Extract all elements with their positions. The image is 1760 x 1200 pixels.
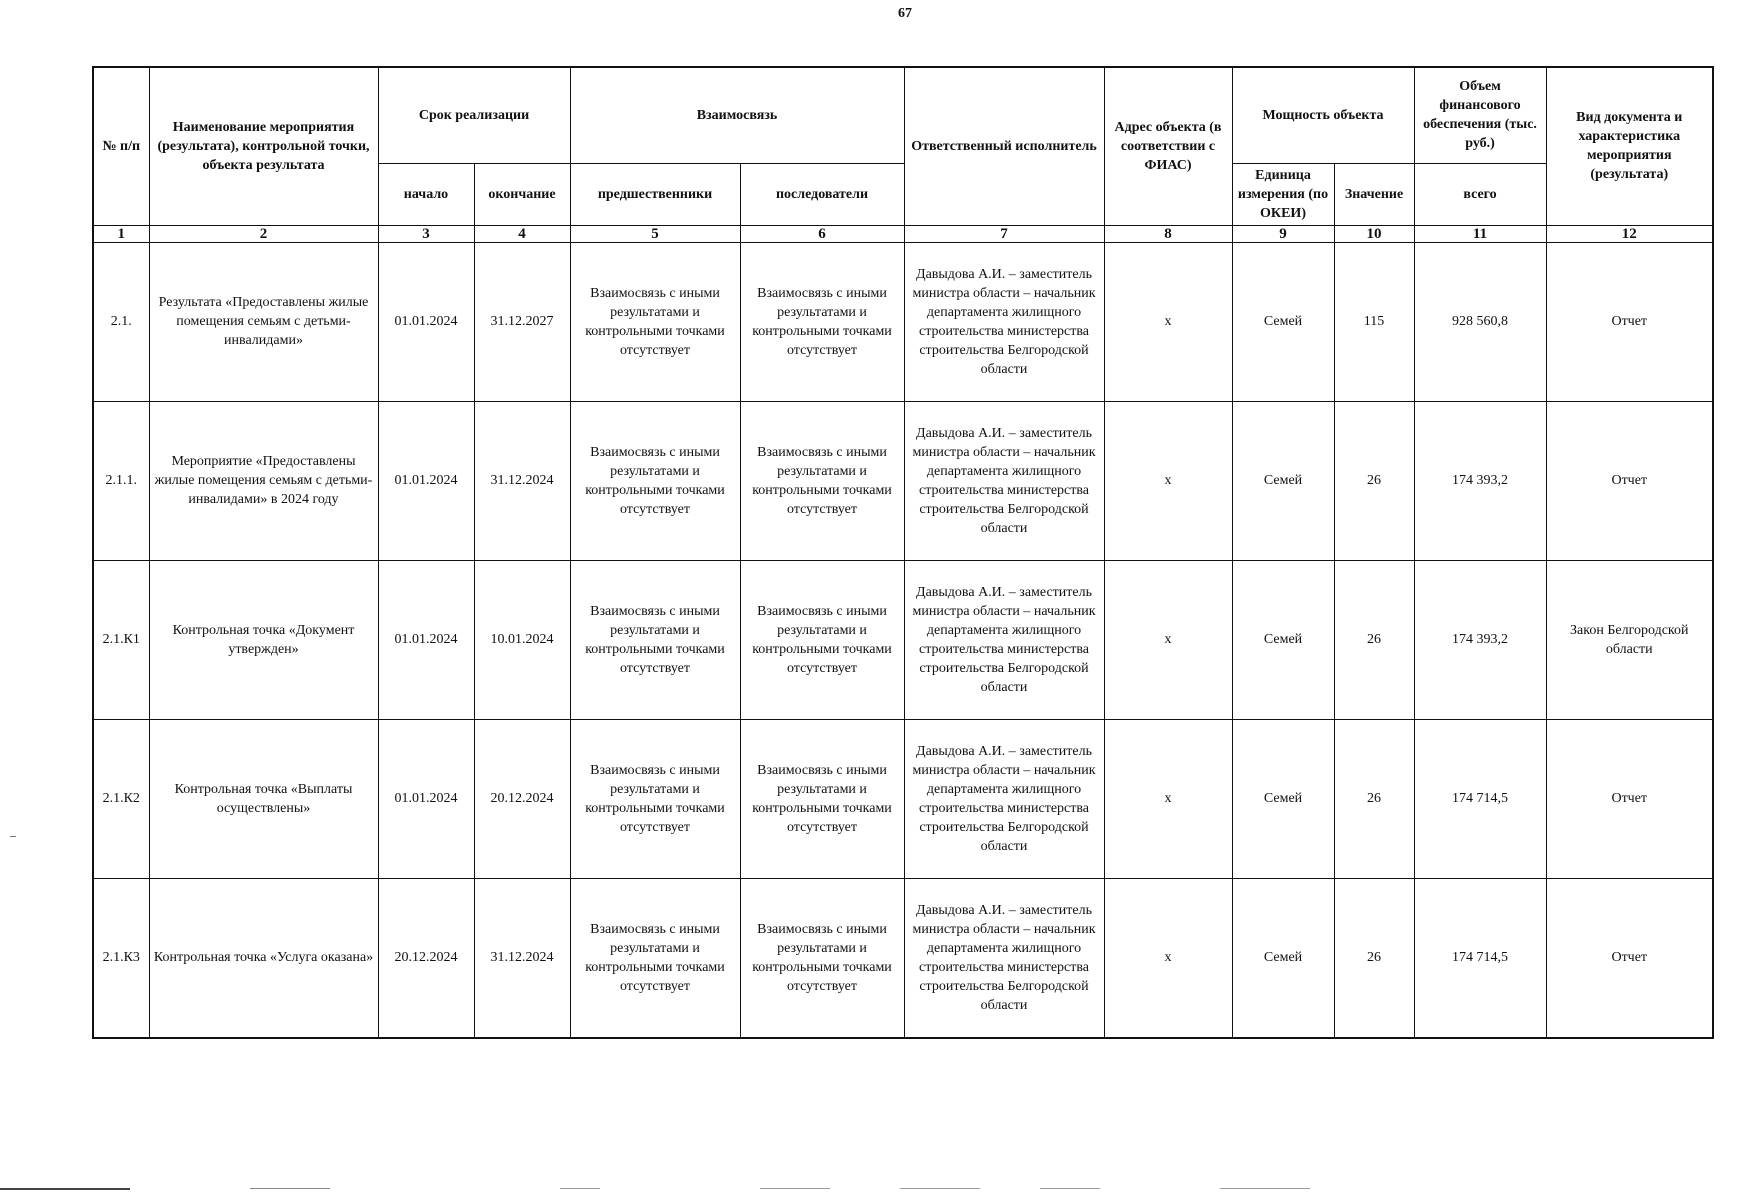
- header-address: Адрес объекта (в соответствии с ФИАС): [1104, 67, 1232, 225]
- row-start: 20.12.2024: [378, 878, 474, 1038]
- row-address: x: [1104, 719, 1232, 878]
- row-num: 2.1.К1: [93, 560, 149, 719]
- table-body: [93, 242, 1713, 1038]
- header-finance: Объем финансового обеспечения (тыс. руб.): [1414, 67, 1546, 163]
- row-end: 20.12.2024: [474, 719, 570, 878]
- header-finance-total: всего: [1414, 163, 1546, 225]
- table-row: [93, 401, 1713, 560]
- row-prev: Взаимосвязь с иными результатами и контрольными точками отсутствует: [570, 560, 740, 719]
- row-start: 01.01.2024: [378, 242, 474, 401]
- table-row: [93, 242, 1713, 401]
- row-next: Взаимосвязь с иными результатами и контрольными точками отсутствует: [740, 401, 904, 560]
- row-name: Контрольная точка «Выплаты осуществлены»: [149, 719, 378, 878]
- column-number: 9: [1232, 225, 1334, 242]
- row-start: 01.01.2024: [378, 560, 474, 719]
- row-num: 2.1.К3: [93, 878, 149, 1038]
- row-unit: Семей: [1232, 719, 1334, 878]
- header-capacity: Мощность объекта: [1232, 67, 1414, 163]
- row-value: 26: [1334, 878, 1414, 1038]
- header-doc-type: Вид документа и характеристика мероприятия (результата): [1546, 67, 1713, 225]
- row-prev: Взаимосвязь с иными результатами и контрольными точками отсутствует: [570, 242, 740, 401]
- row-address: x: [1104, 878, 1232, 1038]
- row-doc: Закон Белгородской области: [1546, 560, 1713, 719]
- row-address: x: [1104, 560, 1232, 719]
- header-term-start: начало: [378, 163, 474, 225]
- header-capacity-value: Значение: [1334, 163, 1414, 225]
- column-number: 4: [474, 225, 570, 242]
- row-unit: Семей: [1232, 242, 1334, 401]
- row-doc: Отчет: [1546, 401, 1713, 560]
- column-number: 12: [1546, 225, 1713, 242]
- row-next: Взаимосвязь с иными результатами и контрольными точками отсутствует: [740, 719, 904, 878]
- page-number: 67: [898, 6, 912, 21]
- header-relation-next: последователи: [740, 163, 904, 225]
- row-total: 174 393,2: [1414, 560, 1546, 719]
- row-end: 10.01.2024: [474, 560, 570, 719]
- column-number: 5: [570, 225, 740, 242]
- row-prev: Взаимосвязь с иными результатами и контрольными точками отсутствует: [570, 401, 740, 560]
- column-number: 7: [904, 225, 1104, 242]
- row-value: 115: [1334, 242, 1414, 401]
- row-prev: Взаимосвязь с иными результатами и контрольными точками отсутствует: [570, 878, 740, 1038]
- column-number: 6: [740, 225, 904, 242]
- row-end: 31.12.2027: [474, 242, 570, 401]
- header-name: Наименование мероприятия (результата), контрольной точки, объекта результата: [149, 67, 378, 225]
- table-header: [93, 67, 1713, 242]
- header-num: № п/п: [93, 67, 149, 225]
- column-number: 1: [93, 225, 149, 242]
- column-number: 3: [378, 225, 474, 242]
- header-term-end: окончание: [474, 163, 570, 225]
- table-row: [93, 878, 1713, 1038]
- row-start: 01.01.2024: [378, 719, 474, 878]
- header-term: Срок реализации: [378, 67, 570, 163]
- row-executor: Давыдова А.И. – заместитель министра области – начальник департамента жилищного строительства министерства строительства Белгородской области: [904, 242, 1104, 401]
- row-value: 26: [1334, 560, 1414, 719]
- row-executor: Давыдова А.И. – заместитель министра области – начальник департамента жилищного строительства министерства строительства Белгородской области: [904, 878, 1104, 1038]
- row-total: 174 714,5: [1414, 878, 1546, 1038]
- row-end: 31.12.2024: [474, 401, 570, 560]
- row-address: x: [1104, 242, 1232, 401]
- row-prev: Взаимосвязь с иными результатами и контрольными точками отсутствует: [570, 719, 740, 878]
- row-num: 2.1.К2: [93, 719, 149, 878]
- row-next: Взаимосвязь с иными результатами и контрольными точками отсутствует: [740, 878, 904, 1038]
- column-number: 8: [1104, 225, 1232, 242]
- row-executor: Давыдова А.И. – заместитель министра области – начальник департамента жилищного строительства министерства строительства Белгородской области: [904, 401, 1104, 560]
- row-next: Взаимосвязь с иными результатами и контрольными точками отсутствует: [740, 242, 904, 401]
- row-start: 01.01.2024: [378, 401, 474, 560]
- row-name: Контрольная точка «Документ утвержден»: [149, 560, 378, 719]
- header-relation: Взаимосвязь: [570, 67, 904, 163]
- row-doc: Отчет: [1546, 242, 1713, 401]
- row-name: Результата «Предоставлены жилые помещения семьям с детьми-инвалидами»: [149, 242, 378, 401]
- header-executor: Ответственный исполнитель: [904, 67, 1104, 225]
- plan-table: [92, 66, 1714, 1039]
- row-value: 26: [1334, 719, 1414, 878]
- row-total: 174 714,5: [1414, 719, 1546, 878]
- row-executor: Давыдова А.И. – заместитель министра области – начальник департамента жилищного строительства министерства строительства Белгородской области: [904, 719, 1104, 878]
- row-total: 174 393,2: [1414, 401, 1546, 560]
- header-relation-prev: предшественники: [570, 163, 740, 225]
- scan-margin-mark: [10, 836, 16, 837]
- row-next: Взаимосвязь с иными результатами и контрольными точками отсутствует: [740, 560, 904, 719]
- row-name: Мероприятие «Предоставлены жилые помещения семьям с детьми-инвалидами» в 2024 году: [149, 401, 378, 560]
- row-doc: Отчет: [1546, 878, 1713, 1038]
- row-executor: Давыдова А.И. – заместитель министра области – начальник департамента жилищного строительства министерства строительства Белгородской области: [904, 560, 1104, 719]
- row-total: 928 560,8: [1414, 242, 1546, 401]
- column-number: 10: [1334, 225, 1414, 242]
- table-row: [93, 719, 1713, 878]
- row-unit: Семей: [1232, 560, 1334, 719]
- row-unit: Семей: [1232, 401, 1334, 560]
- header-capacity-unit: Единица измерения (по ОКЕИ): [1232, 163, 1334, 225]
- row-end: 31.12.2024: [474, 878, 570, 1038]
- row-value: 26: [1334, 401, 1414, 560]
- row-unit: Семей: [1232, 878, 1334, 1038]
- table-row: [93, 560, 1713, 719]
- column-number: 11: [1414, 225, 1546, 242]
- column-number: 2: [149, 225, 378, 242]
- row-num: 2.1.: [93, 242, 149, 401]
- row-address: x: [1104, 401, 1232, 560]
- footer-scan-lines: [0, 1188, 1760, 1192]
- row-doc: Отчет: [1546, 719, 1713, 878]
- column-numbers-row: [93, 225, 1713, 242]
- row-name: Контрольная точка «Услуга оказана»: [149, 878, 378, 1038]
- row-num: 2.1.1.: [93, 401, 149, 560]
